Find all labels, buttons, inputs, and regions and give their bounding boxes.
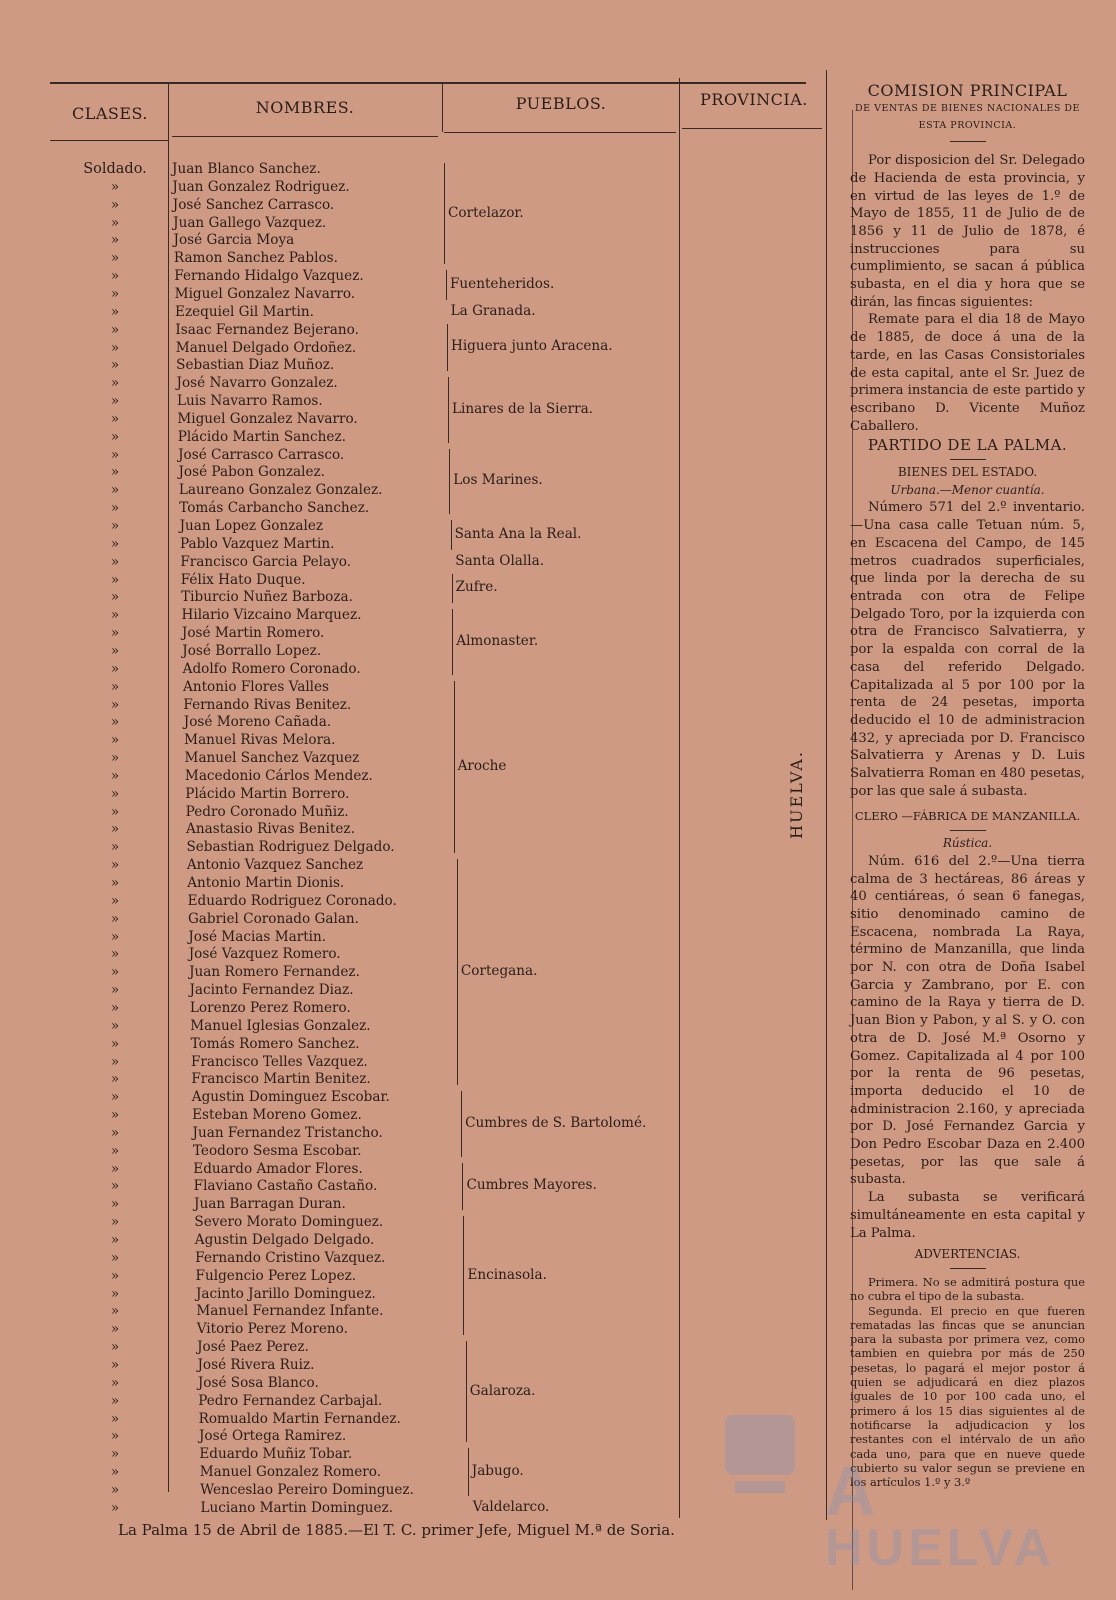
row-clase: » xyxy=(110,1124,120,1141)
row-nombre: Romualdo Martin Fernandez. xyxy=(198,1410,401,1427)
row-clase: » xyxy=(110,1392,120,1409)
row-clase: » xyxy=(110,285,120,302)
row-nombre: Luis Navarro Ramos. xyxy=(176,393,323,410)
column-rule-1 xyxy=(168,82,169,1492)
row-nombre: Ezequiel Gil Martin. xyxy=(175,303,314,320)
row-nombre: Teodoro Sesma Escobar. xyxy=(192,1142,362,1159)
row-nombre: Sebastian Rodriguez Delgado. xyxy=(186,839,395,856)
row-nombre: Wenceslao Pereiro Dominguez. xyxy=(200,1481,414,1498)
pueblo-name: Aroche xyxy=(457,757,507,774)
row-clase: Soldado. xyxy=(83,161,147,177)
row-clase: » xyxy=(110,785,120,802)
row-nombre: Anastasio Rivas Benitez. xyxy=(186,821,355,838)
row-clase: » xyxy=(110,1160,120,1177)
row-nombre: José Borrallo Lopez. xyxy=(182,642,322,659)
separator xyxy=(950,141,986,142)
row-clase: » xyxy=(110,571,120,588)
archive-watermark-stamp xyxy=(705,1395,1085,1575)
row-clase: » xyxy=(110,375,120,392)
row-clase: » xyxy=(110,1446,120,1463)
row-nombre: Antonio Flores Valles xyxy=(183,678,330,695)
row-nombre: Tomás Carbancho Sanchez. xyxy=(179,500,370,517)
row-nombre: José Paez Perez. xyxy=(197,1339,309,1356)
row-nombre: Laureano Gonzalez Gonzalez. xyxy=(178,482,383,499)
row-nombre: Pedro Coronado Muñiz. xyxy=(185,803,349,820)
row-nombre: Fulgencio Perez Lopez. xyxy=(195,1267,357,1284)
row-nombre: Eduardo Rodriguez Coronado. xyxy=(187,892,397,909)
row-clase: » xyxy=(110,1303,120,1320)
row-nombre: Agustin Delgado Delgado. xyxy=(194,1232,375,1248)
row-clase: » xyxy=(110,1410,120,1427)
row-nombre: Esteban Moreno Gomez. xyxy=(192,1107,362,1124)
row-clase: » xyxy=(110,250,120,267)
row-nombre: Macedonio Cárlos Mendez. xyxy=(184,767,373,784)
row-clase: » xyxy=(110,696,120,713)
pueblo-name: Zufre. xyxy=(455,579,498,596)
pueblo-name: Jabugo. xyxy=(471,1462,524,1479)
row-nombre: Juan Barragan Duran. xyxy=(194,1196,346,1213)
row-clase: » xyxy=(110,1499,120,1516)
advertencia-1: Primera. No se admitirá postura que no cubra el tipo de la subasta. xyxy=(850,1275,1085,1304)
bienes-heading: BIENES DEL ESTADO. xyxy=(897,465,1038,480)
pueblo-brace xyxy=(444,163,445,264)
urbana-subheading: Urbana.—Menor cuantía. xyxy=(890,482,1045,497)
row-clase: » xyxy=(110,428,120,445)
finca-2: Núm. 616 del 2.º—Una tierra calma de 3 hectáreas, 86 áreas y 40 centiáreas, ó sean 6 fanegas, sitio denominado camino de Escacena, nombrada La Raya, término de Manzanilla, que linda por N. con otra de Doña Isabel Garcia y Zambrano, por E. con camino de la Raya y tierra de D. Juan Bion y Pabon, y al S. y O. con otra de D. José M.ª Osorno y Gomez. Capitalizada al 4 por 100 por la renta de 96 pesetas, importa deducido el 10 de administracion 2.160, y apreciada por D. José Fernandez Garcia y Don Pedro Escobar Daza en 2.400 pesetas, por las que sale á subasta. xyxy=(850,853,1085,1188)
row-nombre: Agustin Dominguez Escobar. xyxy=(191,1089,390,1106)
finca-1: Número 571 del 2.º inventario. —Una casa calle Tetuan núm. 5, en Escacena del Campo, de 145 metros cuadrados superficiales, que linda por la derecha de su entrada con otra de Felipe Delgado Toro, por la izquierda con otra de Francisco Salvatierra, y por la espalda con corral de la casa del referido Delgado. Capitalizada al 5 por 100 por la renta de 24 pesetas, importa deducido el 10 de administracion 432, y apreciada por D. Francisco Salvatierra y Arenas y D. Luis Salvatierra Roman en 480 pesetas, por las que sale á subasta. xyxy=(850,500,1085,799)
pueblo-brace xyxy=(461,1091,462,1156)
row-clase: » xyxy=(110,1339,120,1356)
row-nombre: Antonio Vazquez Sanchez xyxy=(186,857,364,874)
row-nombre: Félix Hato Duque. xyxy=(180,571,306,588)
pueblo-brace xyxy=(447,324,448,372)
column-rule-3 xyxy=(679,78,680,1518)
row-nombre: Francisco Martin Benitez. xyxy=(191,1071,371,1088)
row-clase: » xyxy=(110,464,120,481)
pueblo-name: Santa Olalla. xyxy=(455,552,545,569)
pueblo-name: La Granada. xyxy=(450,302,536,319)
separator xyxy=(950,830,986,831)
row-clase: » xyxy=(110,714,120,731)
row-clase: » xyxy=(110,660,120,677)
row-nombre: Juan Blanco Sanchez. xyxy=(172,161,321,177)
pueblo-name: Higuera junto Aracena. xyxy=(450,338,613,355)
row-nombre: Luciano Martin Dominguez. xyxy=(200,1499,394,1516)
row-nombre: Fernando Cristino Vazquez. xyxy=(195,1249,386,1266)
row-nombre: Eduardo Muñiz Tobar. xyxy=(199,1446,353,1463)
row-nombre: Fernando Rivas Benitez. xyxy=(183,696,352,713)
row-clase: » xyxy=(110,982,120,999)
pueblo-brace xyxy=(452,609,453,674)
row-clase: » xyxy=(110,839,120,856)
pueblo-name: Cumbres de S. Bartolomé. xyxy=(465,1114,647,1131)
rustica-subheading: Rústica. xyxy=(942,836,993,851)
row-nombre: Juan Fernandez Tristancho. xyxy=(192,1124,383,1141)
row-clase: » xyxy=(110,607,120,624)
stamp-initial: A xyxy=(825,1452,876,1530)
header-bottom-rule-3 xyxy=(444,132,676,133)
row-clase: » xyxy=(110,1321,120,1338)
pueblo-name: Valdelarco. xyxy=(472,1498,550,1515)
row-clase: » xyxy=(110,910,120,927)
row-nombre: Lorenzo Perez Romero. xyxy=(189,999,351,1016)
row-nombre: José Navarro Gonzalez. xyxy=(176,375,338,392)
provincia-label: HUELVA. xyxy=(786,750,806,839)
row-clase: » xyxy=(110,535,120,552)
row-clase: » xyxy=(110,500,120,517)
row-clase: » xyxy=(110,732,120,749)
pueblo-brace xyxy=(466,1341,467,1442)
pueblo-brace xyxy=(454,681,455,854)
row-clase: » xyxy=(110,767,120,784)
row-clase: » xyxy=(110,1196,120,1213)
row-nombre: Manuel Sanchez Vazquez xyxy=(184,750,360,767)
row-clase: » xyxy=(110,482,120,499)
header-nombres: NOMBRES. xyxy=(255,98,355,117)
row-clase: » xyxy=(110,946,120,963)
commission-title: COMISION PRINCIPAL xyxy=(867,81,1068,100)
row-nombre: Manuel Iglesias Gonzalez. xyxy=(190,1017,371,1034)
header-clases: CLASES. xyxy=(71,104,149,123)
row-nombre: Miguel Gonzalez Navarro. xyxy=(174,285,356,302)
row-clase: » xyxy=(110,1374,120,1391)
row-clase: » xyxy=(110,518,120,534)
row-nombre: Hilario Vizcaino Marquez. xyxy=(181,607,362,624)
row-nombre: Gabriel Coronado Galan. xyxy=(187,910,360,927)
row-nombre: José Garcia Moya xyxy=(173,232,295,249)
pueblo-brace xyxy=(446,270,447,300)
row-nombre: Plácido Martin Borrero. xyxy=(185,785,350,802)
row-clase: » xyxy=(110,750,120,767)
row-clase: » xyxy=(110,303,120,320)
row-clase: » xyxy=(110,964,120,981)
advertencia-2: Segunda. El precio en que fueren rematadas las fincas que se anuncian para la subasta por primera vez, como tambien en quiebra por más de 250 pesetas, lo pagará el mejor postor á quien se adjudicará en diez plazos iguales de 10 por 100 cada uno, el primero á los 15 dias siguientes al de notificarse la adjudicacion y los restantes con el intérvalo de un año cada uno, para que en nueve quede cubierto su valor segun se previene en los artículos 1.º y 3.º xyxy=(850,1303,1085,1490)
commission-subtitle-2: ESTA PROVINCIA. xyxy=(918,120,1017,132)
intro-paragraph: Por disposicion del Sr. Delegado de Hacienda de esta provincia, y en virtud de las leyes de 1.º de Mayo de 1855, 11 de Julio de de 1856 y 11 de Julio de 1878, é instrucciones para su cumplimiento, se sacan á pública subasta, en el dia y hora que se dirán, las fincas siguientes: xyxy=(850,153,1085,310)
row-nombre: Tomás Romero Sanchez. xyxy=(190,1035,360,1052)
pueblo-name: Cumbres Mayores. xyxy=(466,1177,597,1194)
stamp-crown-icon xyxy=(725,1415,795,1475)
row-nombre: José Moreno Cañada. xyxy=(183,714,332,731)
pueblo-name: Los Marines. xyxy=(453,472,543,489)
row-nombre: José Vazquez Romero. xyxy=(188,946,341,963)
row-clase: » xyxy=(110,1107,120,1124)
right-column xyxy=(850,82,1085,1489)
row-nombre: Jacinto Fernandez Diaz. xyxy=(189,982,354,999)
row-nombre: José Sanchez Carrasco. xyxy=(172,196,335,213)
row-nombre: Manuel Delgado Ordoñez. xyxy=(175,339,357,356)
row-nombre: Miguel Gonzalez Navarro. xyxy=(177,410,358,427)
column-rule-2 xyxy=(442,82,443,132)
row-nombre: Juan Romero Fernandez. xyxy=(189,964,360,981)
pueblo-brace xyxy=(457,859,458,1085)
pueblo-name: Galaroza. xyxy=(469,1382,536,1399)
pueblo-brace xyxy=(451,520,452,550)
row-clase: » xyxy=(110,803,120,820)
pueblo-name: Almonaster. xyxy=(456,632,539,649)
row-clase: » xyxy=(110,357,120,374)
row-clase: » xyxy=(110,1356,120,1373)
row-nombre: José Pabon Gonzalez. xyxy=(178,464,325,481)
row-clase: » xyxy=(110,589,120,606)
row-clase: » xyxy=(110,553,120,570)
commission-subtitle-1: DE VENTAS DE BIENES NACIONALES DE xyxy=(855,102,1080,114)
row-clase: » xyxy=(110,821,120,838)
row-clase: » xyxy=(110,321,120,338)
row-nombre: Pedro Fernandez Carbajal. xyxy=(198,1392,383,1409)
row-nombre: José Rivera Ruiz. xyxy=(197,1356,315,1373)
row-nombre: Jacinto Jarillo Dominguez. xyxy=(195,1285,376,1302)
pueblo-brace xyxy=(448,377,449,442)
row-clase: » xyxy=(110,339,120,356)
partido-heading: PARTIDO DE LA PALMA. xyxy=(867,436,1068,455)
row-clase: » xyxy=(110,1481,120,1498)
row-clase: » xyxy=(110,178,120,195)
row-clase: » xyxy=(110,446,120,463)
row-clase: » xyxy=(110,268,120,285)
row-clase: » xyxy=(110,393,120,410)
stamp-text: HUELVA xyxy=(825,1519,1056,1575)
row-clase: » xyxy=(110,196,120,213)
header-bottom-rule-4 xyxy=(682,128,822,129)
header-bottom-rule xyxy=(50,140,168,141)
pueblo-name: Cortelazor. xyxy=(448,204,524,221)
row-clase: » xyxy=(110,1464,120,1481)
row-clase: » xyxy=(110,875,120,891)
row-nombre: Pablo Vazquez Martin. xyxy=(179,535,335,552)
header-bottom-rule-2 xyxy=(172,136,438,137)
row-clase: » xyxy=(110,214,120,231)
pueblo-name: Linares de la Sierra. xyxy=(451,400,593,417)
row-clase: » xyxy=(110,1178,120,1195)
clero-heading: CLERO —FÁBRICA DE MANZANILLA. xyxy=(854,809,1081,824)
remate-paragraph: Remate para el dia 18 de Mayo de 1885, de doce á una de la tarde, en las Casas Consistoriales de esta capital, ante el Sr. Juez de primera instancia de este partido y escribano D. Vicente Muñoz Caballero. xyxy=(850,312,1085,434)
row-nombre: Plácido Martin Sanchez. xyxy=(177,428,346,445)
pueblo-name: Encinasola. xyxy=(467,1266,547,1283)
row-nombre: Juan Lopez Gonzalez xyxy=(179,518,324,534)
pueblo-brace xyxy=(462,1163,463,1211)
table-top-rule xyxy=(50,82,806,84)
row-nombre: Flaviano Castaño Castaño. xyxy=(193,1178,378,1195)
row-clase: » xyxy=(110,678,120,695)
pueblo-name: Santa Ana la Real. xyxy=(454,525,582,542)
row-nombre: Francisco Garcia Pelayo. xyxy=(180,553,352,570)
row-clase: » xyxy=(110,625,120,642)
row-nombre: Vitorio Perez Moreno. xyxy=(196,1321,348,1338)
row-nombre: Isaac Fernandez Bejerano. xyxy=(175,321,359,338)
row-nombre: José Sosa Blanco. xyxy=(197,1374,319,1391)
row-clase: » xyxy=(110,857,120,874)
row-clase: » xyxy=(110,1249,120,1266)
row-clase: » xyxy=(110,1232,120,1248)
row-clase: » xyxy=(110,928,120,945)
row-clase: » xyxy=(110,1053,120,1070)
separator xyxy=(950,459,986,460)
row-clase: » xyxy=(110,1142,120,1159)
row-nombre: José Martin Romero. xyxy=(181,625,325,642)
row-clase: » xyxy=(110,232,120,249)
row-clase: » xyxy=(110,1017,120,1034)
row-nombre: Francisco Telles Vazquez. xyxy=(191,1053,368,1070)
row-nombre: Fernando Hidalgo Vazquez. xyxy=(174,268,364,285)
column-rule-4 xyxy=(826,70,827,1520)
row-nombre: Eduardo Amador Flores. xyxy=(193,1160,363,1177)
row-nombre: Manuel Rivas Melora. xyxy=(184,732,336,749)
pueblo-brace xyxy=(449,449,450,514)
row-clase: » xyxy=(110,999,120,1016)
row-nombre: Manuel Gonzalez Romero. xyxy=(199,1464,382,1481)
simultanea-paragraph: La subasta se verificará simultáneamente en esta capital y La Palma. xyxy=(850,1190,1085,1241)
row-clase: » xyxy=(110,892,120,909)
row-clase: » xyxy=(110,1035,120,1052)
row-nombre: Severo Morato Dominguez. xyxy=(194,1214,384,1231)
pueblo-brace xyxy=(463,1216,464,1335)
separator xyxy=(950,1268,986,1269)
row-nombre: Antonio Martin Dionis. xyxy=(187,875,345,891)
row-clase: » xyxy=(110,1214,120,1231)
header-pueblos: PUEBLOS. xyxy=(515,94,607,113)
row-nombre: Juan Gonzalez Rodriguez. xyxy=(172,178,350,195)
row-nombre: Adolfo Romero Coronado. xyxy=(182,660,361,677)
row-nombre: Juan Gallego Vazquez. xyxy=(173,214,327,231)
pueblo-brace xyxy=(468,1448,469,1496)
row-clase: » xyxy=(110,410,120,427)
pueblo-brace xyxy=(452,574,453,604)
row-nombre: Ramon Sanchez Pablos. xyxy=(173,250,338,267)
row-nombre: José Carrasco Carrasco. xyxy=(178,446,345,463)
row-clase: » xyxy=(110,1071,120,1088)
advertencias-heading: ADVERTENCIAS. xyxy=(914,1247,1021,1262)
pueblo-name: Cortegana. xyxy=(460,963,538,980)
row-nombre: Sebastian Diaz Muñoz. xyxy=(176,357,335,374)
row-clase: » xyxy=(110,1267,120,1284)
row-nombre: Tiburcio Nuñez Barboza. xyxy=(181,589,353,606)
row-nombre: José Ortega Ramirez. xyxy=(198,1428,347,1445)
row-clase: » xyxy=(110,1285,120,1302)
row-nombre: Manuel Fernandez Infante. xyxy=(196,1303,384,1320)
pueblo-name: Fuenteheridos. xyxy=(449,275,555,292)
row-clase: » xyxy=(110,642,120,659)
row-clase: » xyxy=(110,1089,120,1106)
footer-signature: La Palma 15 de Abril de 1885.—El T. C. primer Jefe, Miguel M.ª de Soria. xyxy=(118,1521,675,1539)
row-clase: » xyxy=(110,1428,120,1445)
header-provincia: PROVINCIA. xyxy=(700,90,808,109)
row-nombre: José Macias Martin. xyxy=(188,928,327,945)
